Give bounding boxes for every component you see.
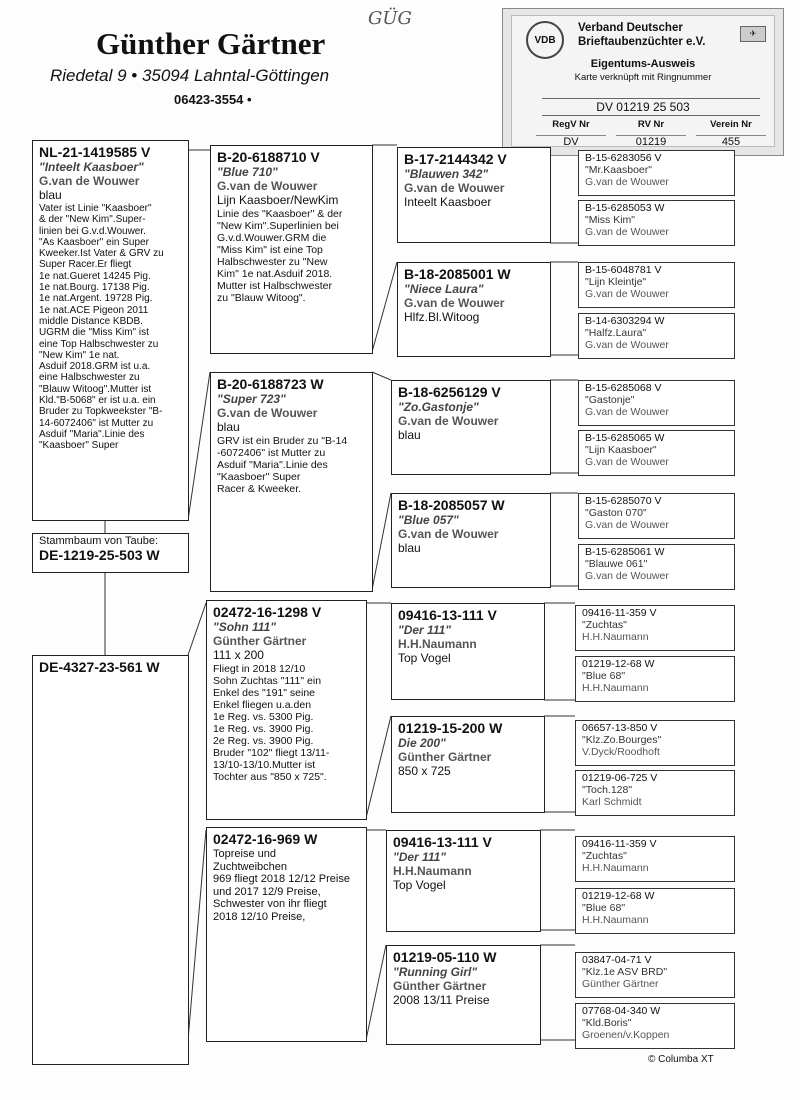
g4-breeder: Groenen/v.Koppen — [582, 1029, 670, 1041]
g4-breeder: G.van de Wouwer — [585, 226, 669, 238]
g4-name: "Halfz.Laura" — [585, 327, 647, 339]
g4-card — [578, 430, 735, 476]
card-ring: DV 01219 25 503 — [596, 100, 690, 114]
card-col2-label: RV Nr — [637, 119, 665, 130]
g3-ring: 09416-13-111 V — [393, 834, 492, 850]
g3-ring: B-18-6256129 V — [398, 384, 501, 400]
g4-breeder: G.van de Wouwer — [585, 519, 669, 531]
g3-card — [391, 380, 551, 475]
g4-name: "Zuchtas" — [582, 850, 627, 862]
g4-ring: 01219-12-68 W — [582, 658, 655, 670]
g4-breeder: H.H.Naumann — [582, 914, 649, 926]
g4-name: "Blue 68" — [582, 670, 626, 682]
g3-color: Inteelt Kaasboer — [404, 195, 492, 209]
sire-name: "Inteelt Kaasboer" — [39, 160, 144, 174]
g2-description: GRV ist ein Bruder zu "B-14 -6072406" ist Mutter zu Asduif "Maria".Linie des "Kaasboer" Super Racer & Kweeker. — [217, 435, 348, 495]
g4-card — [578, 313, 735, 359]
pigeon-icon: ✈ — [740, 26, 766, 42]
g4-ring: 01219-06-725 V — [582, 772, 658, 784]
g3-color: Hlfz.Bl.Witoog — [404, 310, 480, 324]
g4-card — [578, 150, 735, 196]
card-org-line1: Verband Deutscher — [578, 22, 683, 34]
g2-breeder: Günther Gärtner — [213, 634, 307, 648]
g2-breeder: G.van de Wouwer — [217, 179, 318, 193]
g4-card — [575, 720, 735, 766]
g4-name: "Miss Kim" — [585, 214, 636, 226]
g4-name: "Klz.Zo.Bourges" — [582, 734, 662, 746]
g4-card — [575, 836, 735, 882]
sire-card — [32, 140, 189, 521]
g3-color: 2008 13/11 Preise — [393, 993, 490, 1007]
g3-color: blau — [398, 541, 421, 555]
g3-name: "Zo.Gastonje" — [398, 400, 479, 414]
subject-ring: DE-1219-25-503 W — [39, 547, 160, 563]
g4-breeder: H.H.Naumann — [582, 682, 649, 694]
g3-name: "Der 111" — [393, 850, 446, 864]
g2-ring: B-20-6188723 W — [217, 376, 324, 392]
g3-breeder: Günther Gärtner — [393, 979, 487, 993]
g3-color: blau — [398, 428, 421, 442]
g4-name: "Blauwe 061" — [585, 558, 648, 570]
vdb-logo-icon: VDB — [526, 21, 564, 59]
g2-ring: B-20-6188710 V — [217, 149, 320, 165]
g2-ring: 02472-16-969 W — [213, 831, 318, 847]
g4-name: "Blue 68" — [582, 902, 626, 914]
g3-color: Top Vogel — [393, 878, 446, 892]
g4-card — [575, 770, 735, 816]
ownership-card — [502, 8, 784, 156]
g2-card — [210, 145, 373, 354]
card-col3-value: 455 — [696, 135, 766, 148]
g3-breeder: G.van de Wouwer — [398, 527, 499, 541]
g4-breeder: G.van de Wouwer — [585, 176, 669, 188]
g3-breeder: G.van de Wouwer — [404, 296, 505, 310]
g4-card — [575, 888, 735, 934]
g2-description: Topreise und Zuchtweibchen 969 fliegt 2018 12/12 Preise und 2017 12/9 Preise, Schwester von ihr fliegt 2018 12/10 Preise, — [213, 848, 350, 923]
breeder-address: Riedetal 9 • 35094 Lahntal-Göttingen — [50, 66, 330, 85]
g4-card — [578, 544, 735, 590]
g2-card — [206, 600, 367, 820]
g4-breeder: G.van de Wouwer — [585, 570, 669, 582]
g4-ring: B-15-6285053 W — [585, 202, 665, 214]
card-col2-value: 01219 — [616, 135, 686, 148]
g3-breeder: H.H.Naumann — [398, 637, 477, 651]
g3-card — [391, 493, 551, 588]
g4-ring: 06657-13-850 V — [582, 722, 658, 734]
g4-card — [575, 656, 735, 702]
g3-color: Top Vogel — [398, 651, 451, 665]
g3-card — [391, 716, 545, 813]
g4-ring: 03847-04-71 V — [582, 954, 652, 966]
g3-card — [397, 262, 551, 357]
g4-ring: 09416-11-359 V — [582, 607, 657, 619]
g4-breeder: G.van de Wouwer — [585, 456, 669, 468]
g4-breeder: H.H.Naumann — [582, 862, 649, 874]
g4-name: "Klz.1e ASV BRD" — [582, 966, 668, 978]
g3-name: Die 200" — [398, 736, 446, 750]
g2-card — [210, 372, 373, 592]
g4-ring: B-14-6303294 W — [585, 315, 665, 327]
g4-breeder: Günther Gärtner — [582, 978, 659, 990]
g2-description: Fliegt in 2018 12/10 Sohn Zuchtas "111" ein Enkel des "191" seine Enkel fliegen u.a.den 1e Reg. vs. 5300 Pig. 1e Reg. vs. 3900 Pig. 2e Reg. vs. 3900 Pig. Bruder "102" fliegt 13/11- 13/10-13/10.Mutter ist Tochter aus "850 x 725". — [213, 663, 330, 783]
g4-ring: 09416-11-359 V — [582, 838, 657, 850]
g2-name: "Sohn 111" — [213, 620, 276, 634]
g4-card — [578, 380, 735, 426]
g4-name: "Mr.Kaasboer" — [585, 164, 652, 176]
g4-breeder: G.van de Wouwer — [585, 339, 669, 351]
card-ring-rule — [542, 115, 760, 116]
sire-ring: NL-21-1419585 V — [39, 144, 151, 160]
card-doc-title: Eigentums-Ausweis — [590, 58, 696, 70]
g4-name: "Lijn Kleintje" — [585, 276, 647, 288]
g2-ring: 02472-16-1298 V — [213, 604, 322, 620]
g3-card — [386, 945, 541, 1045]
g3-breeder: G.van de Wouwer — [398, 414, 499, 428]
g4-ring: B-15-6285061 W — [585, 546, 665, 558]
g4-breeder: Karl Schmidt — [582, 796, 642, 808]
g3-ring: B-18-2085001 W — [404, 266, 511, 282]
g4-card — [578, 262, 735, 308]
g3-name: "Blauwen 342" — [404, 167, 489, 181]
g2-color: Lijn Kaasboer/NewKim — [217, 193, 339, 207]
breeder-name-title: Günther Gärtner — [96, 26, 326, 61]
subject-label: Stammbaum von Taube: — [39, 535, 159, 547]
g3-card — [391, 603, 545, 700]
g2-name: "Blue 710" — [217, 165, 278, 179]
card-col1-value: DV — [536, 135, 606, 148]
g3-ring: 01219-15-200 W — [398, 720, 503, 736]
g4-card — [578, 493, 735, 539]
g4-ring: B-15-6048781 V — [585, 264, 662, 276]
g3-ring: 09416-13-111 V — [398, 607, 497, 623]
handwritten-note: GÜG — [368, 8, 412, 29]
g2-color: 111 x 200 — [213, 648, 264, 662]
card-col3-label: Verein Nr — [710, 119, 752, 130]
g4-name: "Gastonje" — [585, 394, 635, 406]
g4-card — [575, 1003, 735, 1049]
g4-ring: B-15-6285068 V — [585, 382, 662, 394]
dam-ring: DE-4327-23-561 W — [39, 659, 160, 675]
g3-color: 850 x 725 — [398, 764, 451, 778]
card-col1-label: RegV Nr — [552, 119, 590, 130]
card-subtitle: Karte verknüpft mit Ringnummer — [574, 72, 712, 83]
g3-ring: B-17-2144342 V — [404, 151, 507, 167]
g2-card — [206, 827, 367, 1042]
g3-name: "Running Girl" — [393, 965, 478, 979]
g4-name: "Gaston 070" — [585, 507, 647, 519]
g4-ring: B-15-6283056 V — [585, 152, 662, 164]
g3-ring: B-18-2085057 W — [398, 497, 505, 513]
g4-name: "Toch.128" — [582, 784, 633, 796]
g2-breeder: G.van de Wouwer — [217, 406, 318, 420]
g4-breeder: V.Dyck/Roodhoft — [582, 746, 660, 758]
g3-card — [386, 830, 541, 932]
dam-card — [32, 655, 189, 1065]
g4-breeder: H.H.Naumann — [582, 631, 649, 643]
g3-breeder: Günther Gärtner — [398, 750, 492, 764]
g3-card — [397, 147, 551, 243]
g3-breeder: H.H.Naumann — [393, 864, 472, 878]
sire-breeder: G.van de Wouwer — [39, 174, 140, 188]
g4-name: "Kld.Boris" — [582, 1017, 632, 1029]
g4-ring: B-15-6285070 V — [585, 495, 662, 507]
subject-card — [32, 533, 189, 573]
g4-card — [578, 200, 735, 246]
g4-card — [575, 952, 735, 998]
g4-breeder: G.van de Wouwer — [585, 288, 669, 300]
g2-name: "Super 723" — [217, 392, 286, 406]
g2-description: Linie des "Kaasboer" & der "New Kim".Superlinien bei G.v.d.Wouwer.GRM die "Miss Kim" ist eine Top Halbschwester zu "New Kim" 1e nat.Asduif 2018. Mutter ist Halbschwester zu "Blauw Witoog". — [217, 208, 343, 304]
g3-name: "Niece Laura" — [404, 282, 484, 296]
breeder-phone: 06423-3554 • — [174, 92, 252, 107]
g2-color: blau — [217, 420, 240, 434]
sire-description: Vater ist Linie "Kaasboer" & der "New Kim".Super- linien bei G.v.d.Wouwer. "As Kaasboer" ein Super Kweeker.Ist Vater & GRV zu Super Racer.Er fliegt 1e nat.Gueret 14245 Pig. 1e nat.Bourg. 17138 Pig. 1e nat.Argent. 19728 Pig. 1e nat.ACE Pigeon 2011 middle Distance KBDB. UGRM die "Miss Kim" ist eine Top Halbschwester zu "New Kim" 1e nat. Asduif 2018.GRM ist u.a. eine Halbschwester zu "Blauw Witoog".Mutter ist Kld."B-5068" er ist u.a. ein Bruder zu Topkweekster "B- 14-6072406" ist Mutter zu Asduif "Maria".Linie des "Kaasboer" Super — [39, 203, 164, 452]
g4-ring: B-15-6285065 W — [585, 432, 665, 444]
g3-name: "Blue 057" — [398, 513, 459, 527]
g4-ring: 07768-04-340 W — [582, 1005, 661, 1017]
g4-name: "Lijn Kaasboer" — [585, 444, 657, 456]
g3-breeder: G.van de Wouwer — [404, 181, 505, 195]
g4-breeder: G.van de Wouwer — [585, 406, 669, 418]
sire-color: blau — [39, 188, 62, 202]
card-ring-rule-top — [542, 98, 760, 99]
g4-card — [575, 605, 735, 651]
g3-name: "Der 111" — [398, 623, 451, 637]
g4-name: "Zuchtas" — [582, 619, 627, 631]
g3-ring: 01219-05-110 W — [393, 949, 497, 965]
copyright-footer: © Columba XT — [648, 1054, 714, 1065]
g4-ring: 01219-12-68 W — [582, 890, 655, 902]
card-org-line2: Brieftaubenzüchter e.V. — [578, 36, 706, 48]
